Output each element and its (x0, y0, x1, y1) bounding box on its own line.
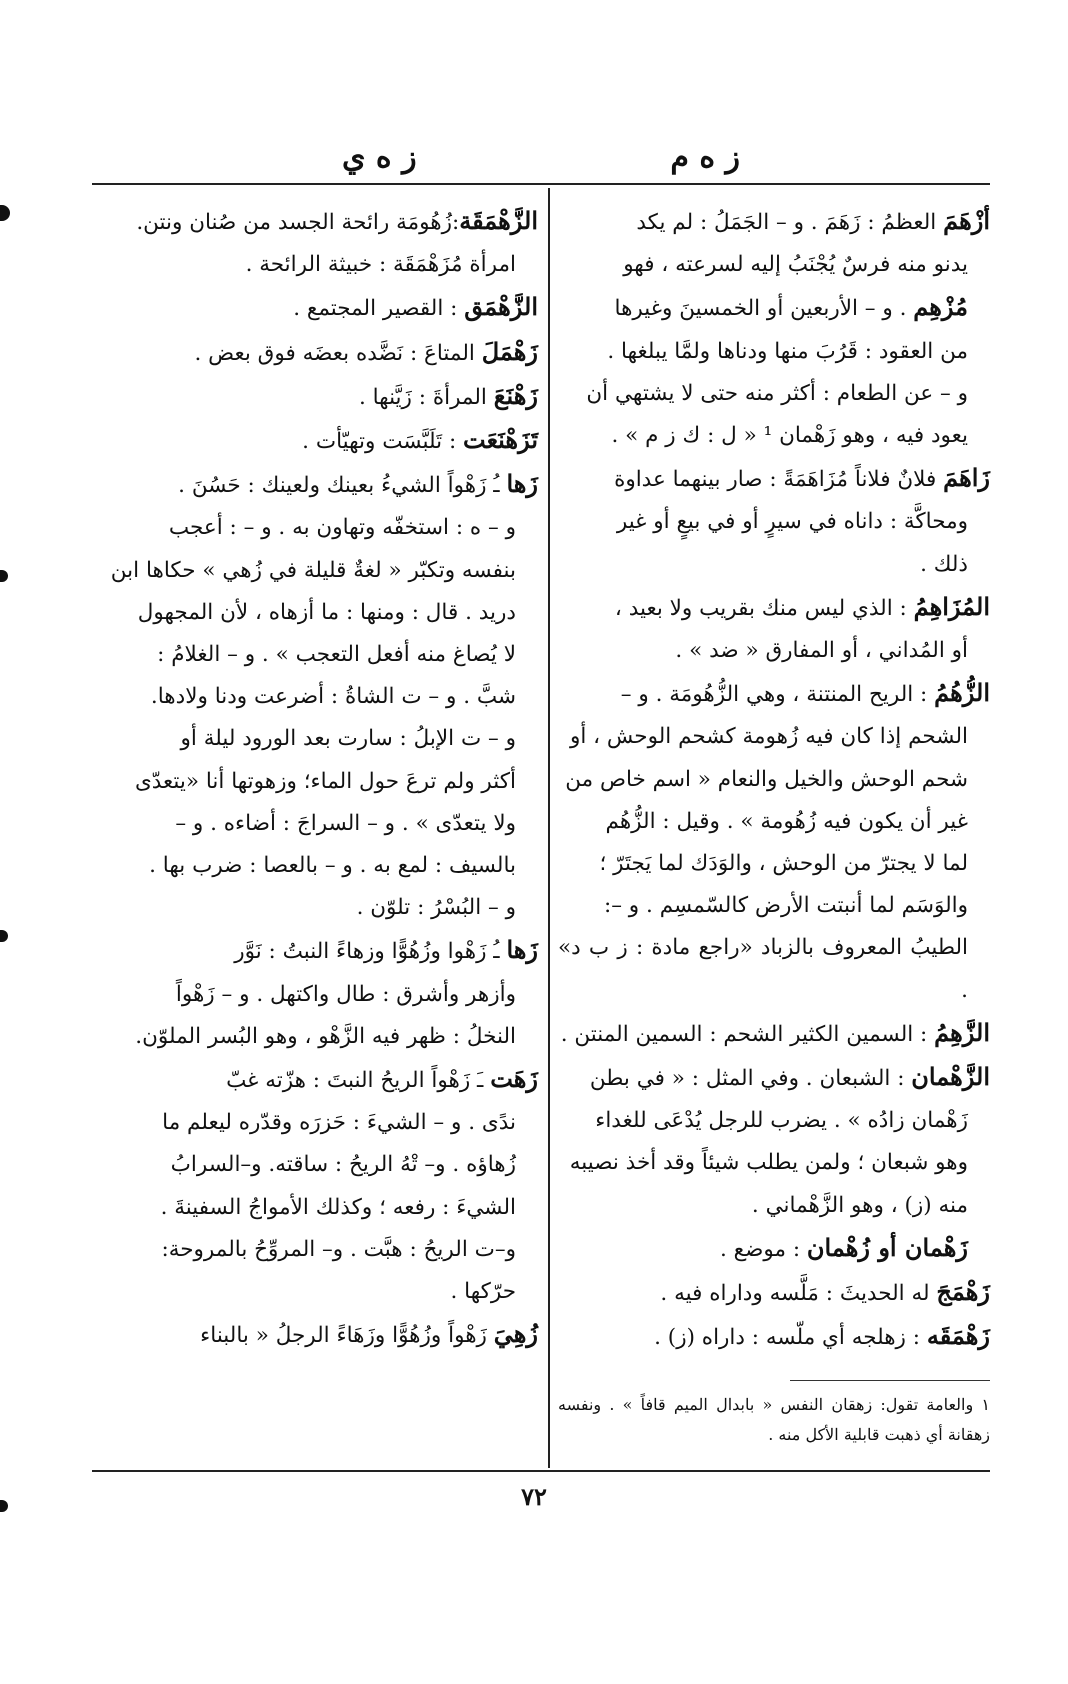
entry-line (92, 507, 538, 549)
entry-line (558, 331, 990, 373)
entry-line (558, 927, 990, 1011)
definition-text: لما لا يجترّ من الوحش ، والوَدَك لما يَجتَرّ ؛ (599, 851, 968, 877)
entry-line (558, 1056, 990, 1100)
definition-text: و – ت الإبلُ : سارت بعد الورود ليلة أو (180, 726, 516, 752)
definition-text: زُهاؤه . و– تْهُ الريحُ : ساقته. و–السرابُ (170, 1152, 516, 1178)
entry-line (558, 1142, 990, 1184)
definition-text: ولا يتعدّى » . و – السراجَ : أضاءه . و – (175, 810, 516, 836)
headword: زَهْمان أو زُهْمان (806, 1232, 968, 1262)
definition-text: وهو شبعان ؛ ولمن يطلب شيئاً وقد أخذ نصيبه (569, 1150, 968, 1176)
entry-line (558, 457, 990, 501)
entry-line (558, 415, 990, 457)
entry-line (92, 634, 538, 676)
headword: تَزَهْنَعَت (463, 425, 538, 455)
definition-text: الطيبُ المعروف بالزباد «راجع مادة : ز ب د» . (558, 935, 968, 1003)
definition-text: ومحاكَّة : داناه في سيرٍ أو في بيعٍ أو غير (616, 509, 968, 535)
definition-text: و – ه : استخفّه وتهاون به . و – : أعجب (168, 515, 516, 541)
definition-text: شحم الوحش والخيل والنعام « اسم خاص من (565, 766, 968, 792)
entry-line (558, 1271, 990, 1315)
headword: زَهْمَجَ (936, 1277, 990, 1307)
footer-rule (92, 1470, 990, 1472)
headword: الزُّهُمُ (934, 678, 990, 708)
definition-text: النخلُ : ظهر فيه الزَّهْو ، وهو البُسر الملوّن. (135, 1023, 516, 1049)
entry-line (558, 373, 990, 415)
definition-text: يدنو منه فرسٌ يُجْنَبُ إليه لسرعته ، فهو (623, 252, 968, 278)
definition-text: زَهْواً وزُهُوًّا وزَهَاءً الرجلُ « بالبناء (200, 1323, 494, 1349)
definition-text: : القصير المجتمع . (293, 296, 465, 322)
entry-line (558, 544, 990, 586)
headword: المُزَاهِمُ (913, 591, 990, 621)
definition-text: المرأةَ : زَيَّنها . (358, 384, 494, 410)
entry-line (558, 286, 990, 330)
definition-text: والوَسَم لما أنبتت الأرض كالسّمسِم . و –: (603, 893, 968, 919)
entry-line (558, 630, 990, 672)
definition-text: ـُ زَهْواً الشيءُ بعينك ولعينك : حَسُنَ . (178, 473, 507, 499)
headword: زَها (506, 469, 538, 499)
definition-text: الشحم إذا كان فيه زُهومة كشحم الوحش ، أو (569, 724, 968, 750)
definition-text: : زهلجه أي ملّسه : داراه (ز) . (654, 1325, 927, 1351)
footnote: ١ والعامة تقول: زهقان النفس « بابدال الميم قافاً » . ونفسه زهقانة أي ذهبت قابلية الأكل منه . (558, 1395, 990, 1444)
header-root-left: ز ه ي (342, 140, 417, 175)
header-rule (92, 183, 990, 185)
definition-text: امرأة مُزَهْمَقَة : خبيثة الرائحة . (245, 252, 516, 278)
entry-line (92, 929, 538, 973)
definition-text: : الريح المنتنة ، وهي الزُّهُومَة . و – (620, 682, 935, 708)
entry-line (92, 200, 538, 244)
headword: زَهْمَلَ (481, 336, 538, 366)
definition-text: من العقود : قَرُبَ منها ودناها ولمَّا يبلغها . (607, 338, 968, 364)
entry-line (558, 200, 990, 244)
definition-text: لا يُصاغ منه أفعل التعجب » . و – الغلامُ : (157, 642, 516, 668)
header-root-right: ز ه م (670, 140, 740, 175)
entry-line (92, 1271, 538, 1313)
column-divider (548, 188, 550, 1468)
entry-line (92, 974, 538, 1016)
entry-line (92, 286, 538, 330)
entry-line (558, 1227, 990, 1271)
entry-line (92, 1187, 538, 1229)
entry-line (92, 419, 538, 463)
entry-line (92, 1058, 538, 1102)
entry-line (92, 244, 538, 286)
definition-text: دريد . قال : ومنها : ما أزهاه ، لأن المجهول (137, 599, 516, 625)
footnote-rule (790, 1380, 990, 1381)
entry-line (558, 244, 990, 286)
entry-line (558, 885, 990, 927)
definition-text: وأزهر وأشرق : طال واكتهل . و – زَهْواً (175, 981, 516, 1007)
definition-text: ـَ زَهْواً الريحُ النبتَ : هزّته غبّ (226, 1068, 491, 1094)
entry-line (558, 586, 990, 630)
entry-line (558, 1100, 990, 1142)
entry-line (92, 761, 538, 803)
definition-text: بالسيف : لمع به . و – بالعصا : ضرب بها . (149, 853, 516, 879)
definition-text: و – البُسْرُ : تلوّن . (356, 895, 516, 921)
entry-line (92, 463, 538, 507)
definition-text: و – عن الطعام : أكثر منه حتى لا يشتهي أن (586, 380, 968, 406)
entry-line (92, 592, 538, 634)
definition-text: ذلك . (920, 551, 968, 577)
entry-line (558, 501, 990, 543)
entry-line (92, 375, 538, 419)
entry-line (558, 1185, 990, 1227)
definition-text: المتاعَ : نَضَّده بعضَه فوق بعض . (194, 340, 482, 366)
definition-text: : الذي ليس منك بقريب ولا بعيد ، (614, 595, 914, 621)
entry-line (92, 1313, 538, 1357)
entry-line (92, 550, 538, 592)
definition-text: أو المُداني ، أو المفارق « ضد » . (675, 638, 968, 664)
entry-line (92, 1144, 538, 1186)
headword: الزَّهْمَقَة (459, 206, 538, 235)
definition-text: فلانٌ فلاناً مُزَاهَمَةً : صار بينهما عداوة (614, 467, 944, 493)
entry-line (92, 845, 538, 887)
definition-text: أكثر ولم ترعَ حول الماء؛ وزهوتها أنا «يتعدّى (134, 768, 516, 794)
page-number: ٧٢ (521, 1482, 547, 1511)
definition-text: . و – الأربعين أو الخمسينَ وغيرها (614, 296, 914, 322)
definition-text: ندًى . و – الشيءَ : حَزرَه وقدّره ليعلم ما (162, 1110, 516, 1136)
entry-line (92, 887, 538, 929)
entry-line (92, 331, 538, 375)
running-header (92, 140, 990, 180)
headword: زُهِيَ (493, 1319, 538, 1349)
headword: الزَّهْمَق (464, 292, 538, 322)
definition-text: :زُهُومَة رائحة الجسد من صُنان ونتن. (136, 210, 460, 235)
headword: الزَّهِمُ (934, 1017, 990, 1047)
entry-line (92, 1016, 538, 1058)
definition-text: : موضع . (720, 1236, 807, 1262)
definition-text: له الحديثَ : مَلَّسه وداراه فيه . (660, 1281, 937, 1307)
definition-text: يعود فيه ، وهو زَهْمان ¹ « ل : ك ز م » . (611, 423, 968, 449)
headword: زَهَت (490, 1064, 538, 1094)
edge-mark (0, 570, 8, 582)
definition-text: : الشبعان . وفي المثل : « في بطن (589, 1066, 912, 1092)
definition-text: و–ت الريحُ : هبَّت . و– المروِّحُ بالمروحة: (161, 1236, 516, 1262)
definition-text: : السمين الكثير الشحم : السمين المنتن . (560, 1021, 935, 1047)
left-column (92, 200, 538, 1357)
entry-line (92, 1102, 538, 1144)
headword: زَاهَمَ (943, 463, 990, 493)
definition-text: العظمُ : زَهَمَ . و – الجَمَلُ : لم يكد (636, 210, 944, 235)
definition-text: حرّكها . (450, 1279, 516, 1305)
headword: زَها (506, 935, 538, 965)
entry-line (558, 672, 990, 716)
headword: مُزْهِم (913, 292, 968, 322)
entry-line (92, 718, 538, 760)
definition-text: ـُ زَهْوا وزُهُوًّا وزهاءً النبتُ : نَوَّر (234, 939, 507, 965)
edge-mark (0, 930, 8, 942)
entry-line (558, 716, 990, 758)
entry-line (558, 759, 990, 801)
entry-line (92, 676, 538, 718)
right-column (558, 200, 990, 1359)
definition-text: غير أن يكون فيه زُهُومة » . وقيل : الزُّهُم (605, 808, 968, 834)
entry-line (92, 1229, 538, 1271)
entry-line (558, 843, 990, 885)
entry-line (92, 803, 538, 845)
headword: الزَّهْمان (911, 1062, 990, 1092)
entry-line (558, 1012, 990, 1056)
headword: زَهْنَعَ (493, 380, 538, 410)
entry-line (558, 1315, 990, 1359)
edge-mark (0, 205, 10, 221)
definition-text: زَهْمان زادُه » . يضرب للرجل يُدْعَى للغداء (595, 1108, 968, 1134)
definition-text: منه (ز) ، وهو الزَّهْماني . (751, 1192, 968, 1218)
definition-text: شبَّ . و – ت الشاةُ : أضرعت ودنا ولادها. (150, 684, 516, 710)
definition-text: : تَلَبَّسَت وتهيّأت . (302, 429, 464, 455)
headword: أزْهَمَ (943, 206, 990, 235)
definition-text: بنفسه وتكبّر « لغةٌ قليلة في زُهي » حكاها ابن (110, 557, 516, 583)
entry-line (558, 801, 990, 843)
definition-text: الشيءَ : رفعه ؛ وكذلك الأمواجُ السفينةَ . (160, 1194, 516, 1220)
headword: زَهْمَقَه (926, 1321, 990, 1351)
